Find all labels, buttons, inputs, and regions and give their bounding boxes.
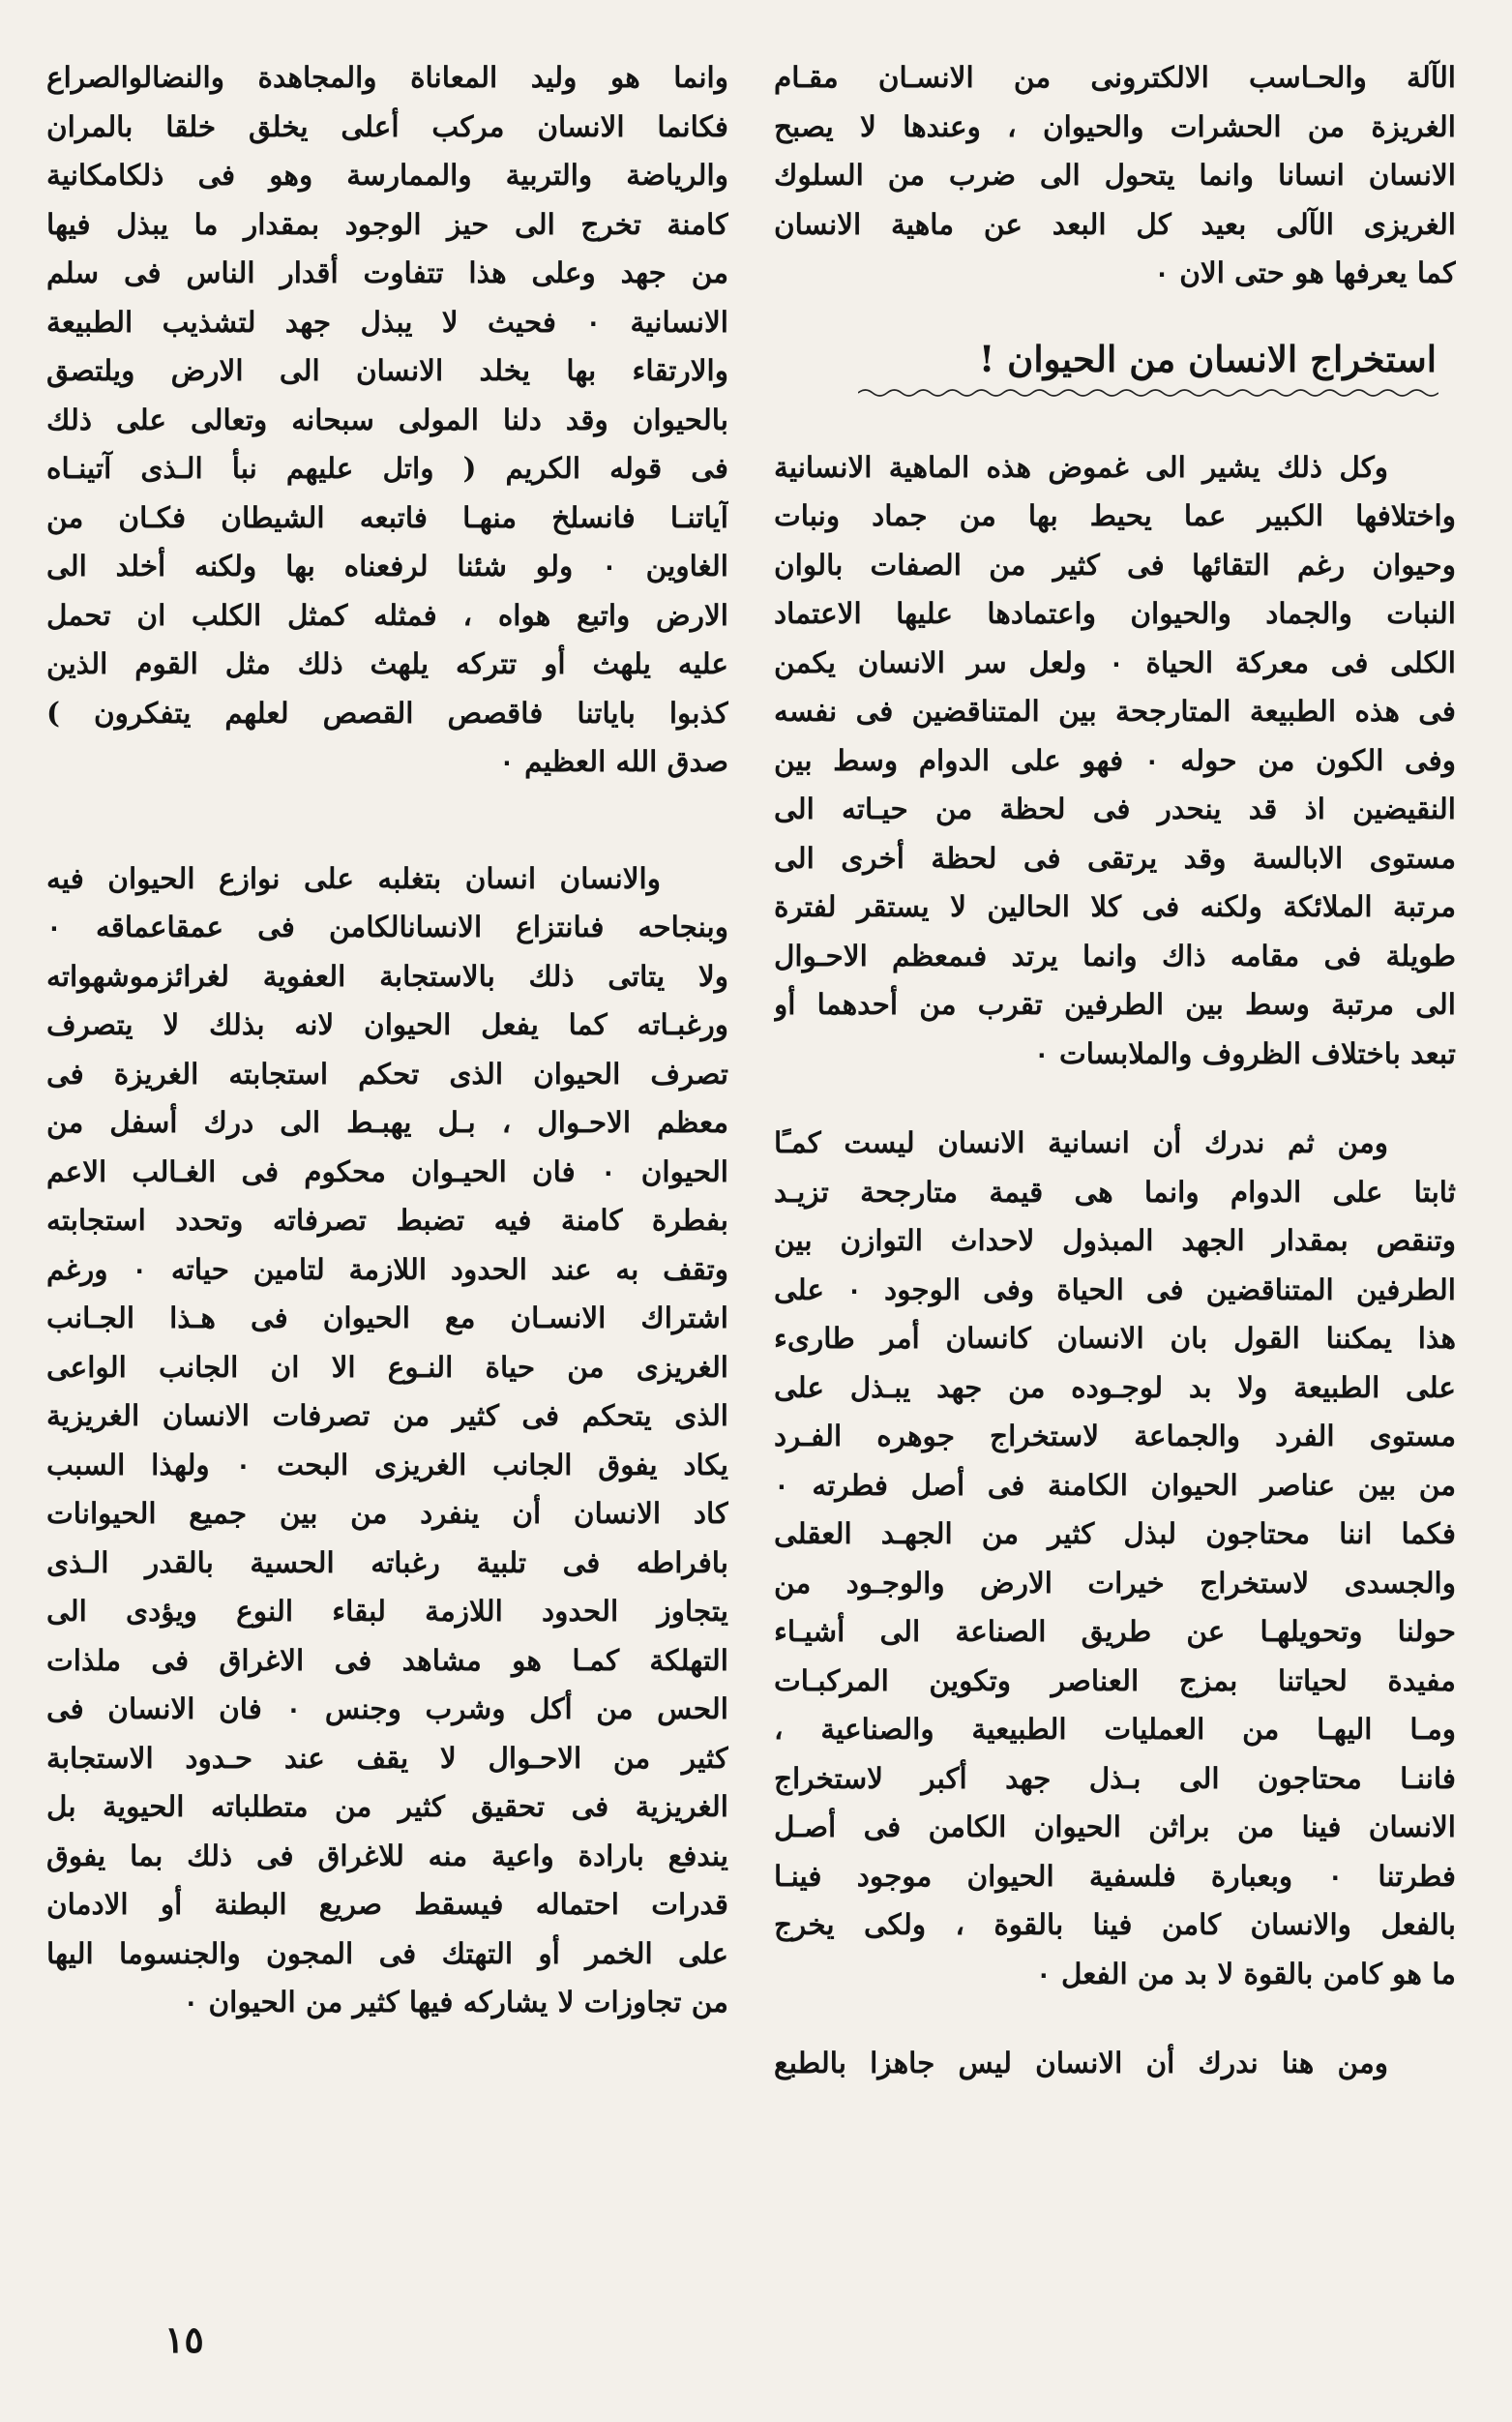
page-number: ١٥ [164, 2317, 204, 2361]
text-line: ولا يتاتى ذلك بالاستجابة العفوية لغرائزموشهواته [46, 958, 728, 993]
text-line: صدق الله العظيم ٠ [498, 744, 728, 778]
text-line: الارض واتبع هواه ، فمثله كمثل الكلب ان تحمل [46, 597, 728, 632]
text-line: فى قوله الكريم ( واتل عليهم نبأ الـذى آتينـاه [46, 451, 728, 485]
text-line: يتجاوز الحدود اللازمة لبقاء النوع ويؤدى الى [46, 1594, 728, 1628]
text-line: التهلكة كمـا هو مشاهد فى الاغراق فى ملذات [46, 1642, 728, 1677]
text-line: من تجاوزات لا يشاركه فيها كثير من الحيوان ٠ [183, 1985, 728, 2018]
text-line: الطرفين المتناقضين فى الحياة وفى الوجود ٠ على [774, 1271, 1456, 1306]
text-line: الى مرتبة وسط بين الطرفين تقرب من أحدهما أو [774, 987, 1456, 1021]
text-line: بالفعل والانسان كامن فينا بالقوة ، ولكى يخرج [774, 1907, 1456, 1941]
paragraph [774, 2039, 1456, 2088]
text-line: الغريزية فى تحقيق كثير من متطلباته الحيوية بل [46, 1789, 728, 1823]
text-line: فكانما الانسان مركب أعلى يخلق خلقا بالمران [46, 108, 728, 143]
text-line: فى هذه الطبيعة المتارجحة بين المتناقضين فى نفسه [774, 694, 1456, 728]
text-line: معظم الاحـوال ، بـل يهبـط الى درك أسفل من [46, 1105, 728, 1139]
text-line: كذبوا باياتنا فاقصص القصص لعلهم يتفكرون ) [46, 695, 728, 730]
text-line: من بين عناصر الحيوان الكامنة فى أصل فطرته ٠ [774, 1467, 1456, 1502]
section-heading-block [774, 298, 1456, 443]
text-line: الحيوان ٠ فان الحيـوان محكوم فى الغـالب الاعم [46, 1153, 728, 1188]
text-line: وحيوان رغم التقائها فى كثير من الصفات بالوان [774, 547, 1456, 582]
text-line: الغريزة من الحشرات والحيوان ، وعندها لا يصبح [774, 108, 1456, 143]
text-line: مستوى الفرد والجماعة لاستخراج جوهره الفـرد [774, 1419, 1456, 1452]
paragraph [46, 53, 728, 787]
text-line: ثابتا على الدوام وانما هى قيمة متارجحة تزيـد [774, 1174, 1456, 1209]
text-line: والرياضة والتربية والممارسة وهو فى ذلكامكانية [46, 158, 728, 192]
text-line: النبات والجماد والحيوان واعتمادها عليها الاعتماد [774, 596, 1456, 630]
text-line: الحس من أكل وشرب وجنس ٠ فان الانسان فى [46, 1691, 728, 1725]
text-line: وفى الكون من حوله ٠ فهو على الدوام وسط بين [774, 742, 1456, 777]
text-line: عليه يلهث أو تتركه يلهث ذلك مثل القوم الذين [46, 646, 728, 680]
text-line: طويلة فى مقامه ذاك وانما يرتد فىمعظم الاحـوال [774, 938, 1456, 972]
text-line: بافراطه فى تلبية رغباته الحسية بالقدر الـذى [46, 1544, 728, 1579]
text-line: يندفع بارادة واعية منه للاغراق فى ذلك بما يفوق [46, 1838, 728, 1872]
text-line: واختلافها الكبير عما يحيط بها من جماد ونبات [774, 498, 1456, 532]
text-line: يكاد يفوق الجانب الغريزى البحت ٠ ولهذا السبب [46, 1447, 728, 1481]
text-line: كامنة تخرج الى حيز الوجود بمقدار ما يبذل فيها [46, 206, 728, 241]
paragraph [774, 53, 1456, 298]
text-line: والانسان انسان بتغلبه على نوازع الحيوان فيه [46, 860, 661, 895]
text-line: وتنقص بمقدار الجهد المبذول لاحداث التوازن بين [774, 1223, 1456, 1257]
text-line: على الطبيعة ولا بد لوجـوده من جهد يبـذل على [774, 1369, 1456, 1404]
text-line: تبعد باختلاف الظروف والملابسات ٠ [1033, 1035, 1456, 1070]
text-line: النقيضين اذ قد ينحدر فى لحظة من حيـاته الى [774, 792, 1456, 825]
text-line: الآلة والحـاسب الالكترونى من الانسـان مقـام [774, 60, 1456, 94]
text-line: الكلى فى معركة الحياة ٠ ولعل سر الانسان يكمن [774, 644, 1456, 679]
text-line: من جهد وعلى هذا تتفاوت أقدار الناس فى سلم [46, 255, 728, 289]
text-line: فكما اننا محتاجون لبذل كثير من الجهـد العقلى [774, 1516, 1456, 1550]
text-line: والجسدى لاستخراج خيرات الارض والوجـود من [774, 1565, 1456, 1600]
text-line: ومـا اليهـا من العمليات الطبيعية والصناعية ، [774, 1712, 1456, 1746]
text-line: ورغبـاته كما يفعل الحيوان لانه بذلك لا يتصرف [46, 1007, 728, 1041]
text-line: مستوى الابالسة وقد يرتقى فى لحظة أخرى الى [774, 840, 1456, 875]
text-line: وانما هو وليد المعاناة والمجاهدة والنضالوالصراع [46, 60, 728, 94]
text-line: بالحيوان وقد دلنا المولى سبحانه وتعالى على ذلك [46, 402, 728, 436]
text-line: فطرتنا ٠ وبعبارة فلسفية الحيوان موجود فينـا [774, 1858, 1456, 1893]
text-line: الانسانية ٠ فحيث لا يبذل جهد لتشذيب الطبيعة [46, 304, 728, 339]
text-line: بفطرة كامنة فيه تضبط تصرفاته وتحدد استجابته [46, 1203, 728, 1237]
text-line: ما هو كامن بالقوة لا بد من الفعل ٠ [1035, 1956, 1456, 1990]
text-line: مفيدة لحياتنا بمزج العناصر وتكوين المركبـات [774, 1662, 1456, 1697]
text-line: الانسان انسانا وانما يتحول الى ضرب من السلوك [774, 158, 1456, 192]
paragraph [46, 854, 728, 2027]
text-line: الانسان فينا من براثن الحيوان الكامن فى أصـل [774, 1809, 1456, 1843]
text-line: حولنا وتحويلهـا عن طريق الصناعة الى أشيـاء [774, 1614, 1456, 1648]
right-column [774, 53, 1456, 2088]
paragraph [774, 443, 1456, 1079]
text-line: الغاوين ٠ ولو شئنا لرفعناه بها ولكنه أخلد الى [46, 549, 728, 583]
text-line: كاد الانسان أن ينفرد من بين جميع الحيوانات [46, 1496, 728, 1530]
text-line: على الخمر أو التهتك فى المجون والجنسوما اليها [46, 1935, 728, 1970]
left-column [46, 53, 728, 2027]
text-line: تصرف الحيوان الذى تحكم استجابته الغريزة فى [46, 1056, 728, 1091]
text-line: آياتنـا فانسلخ منهـا فاتبعه الشيطان فكـان من [46, 499, 728, 534]
text-line: كثير من الاحـوال لا يقف عند حـدود الاستجابة [46, 1740, 728, 1775]
text-line: ومن هنا ندرك أن الانسان ليس جاهزا بالطبع [774, 2046, 1388, 2079]
text-line: وبنجاحه فىانتزاع الانسانالكامن فى عمقاعماقه ٠ [46, 910, 728, 943]
text-line: وكل ذلك يشير الى غموض هذه الماهية الانسانية [774, 449, 1388, 484]
text-line: الذى يتحكم فى كثير من تصرفات الانسان الغريزية [46, 1398, 728, 1432]
text-line: وتقف به عند الحدود اللازمة لتامين حياته ٠ ورغم [46, 1251, 728, 1286]
paragraph [774, 1119, 1456, 1998]
text-line: اشتراك الانسـان مع الحيوان فى هـذا الجـانب [46, 1301, 728, 1334]
text-line: قدرات احتماله فيسقط صريع البطنة أو الادمان [46, 1887, 728, 1921]
text-line: كما يعرفها هو حتى الان ٠ [1154, 255, 1456, 289]
text-line: والارتقاء بها يخلد الانسان الى الارض ويلتصق [46, 353, 728, 387]
text-line: هذا يمكننا القول بان الانسان كانسان أمر طارىء [774, 1321, 1456, 1355]
heading-wavy-rule [858, 387, 1438, 399]
text-line: ومن ثم ندرك أن انسانية الانسان ليست كمـًا [774, 1125, 1388, 1159]
text-line: فاننـا محتاجون الى بـذل جهد أكبر لاستخراج [774, 1760, 1456, 1795]
text-line: الغريزى من حياة النـوع الا ان الجانب الواعى [46, 1349, 728, 1384]
text-line: الغريزى الآلى بعيد كل البعد عن ماهية الانسان [774, 206, 1456, 241]
section-heading: استخراج الانسان من الحيوان ! [979, 337, 1437, 380]
text-line: مرتبة الملائكة ولكنه فى كلا الحالين لا يستقر لفترة [774, 889, 1456, 923]
